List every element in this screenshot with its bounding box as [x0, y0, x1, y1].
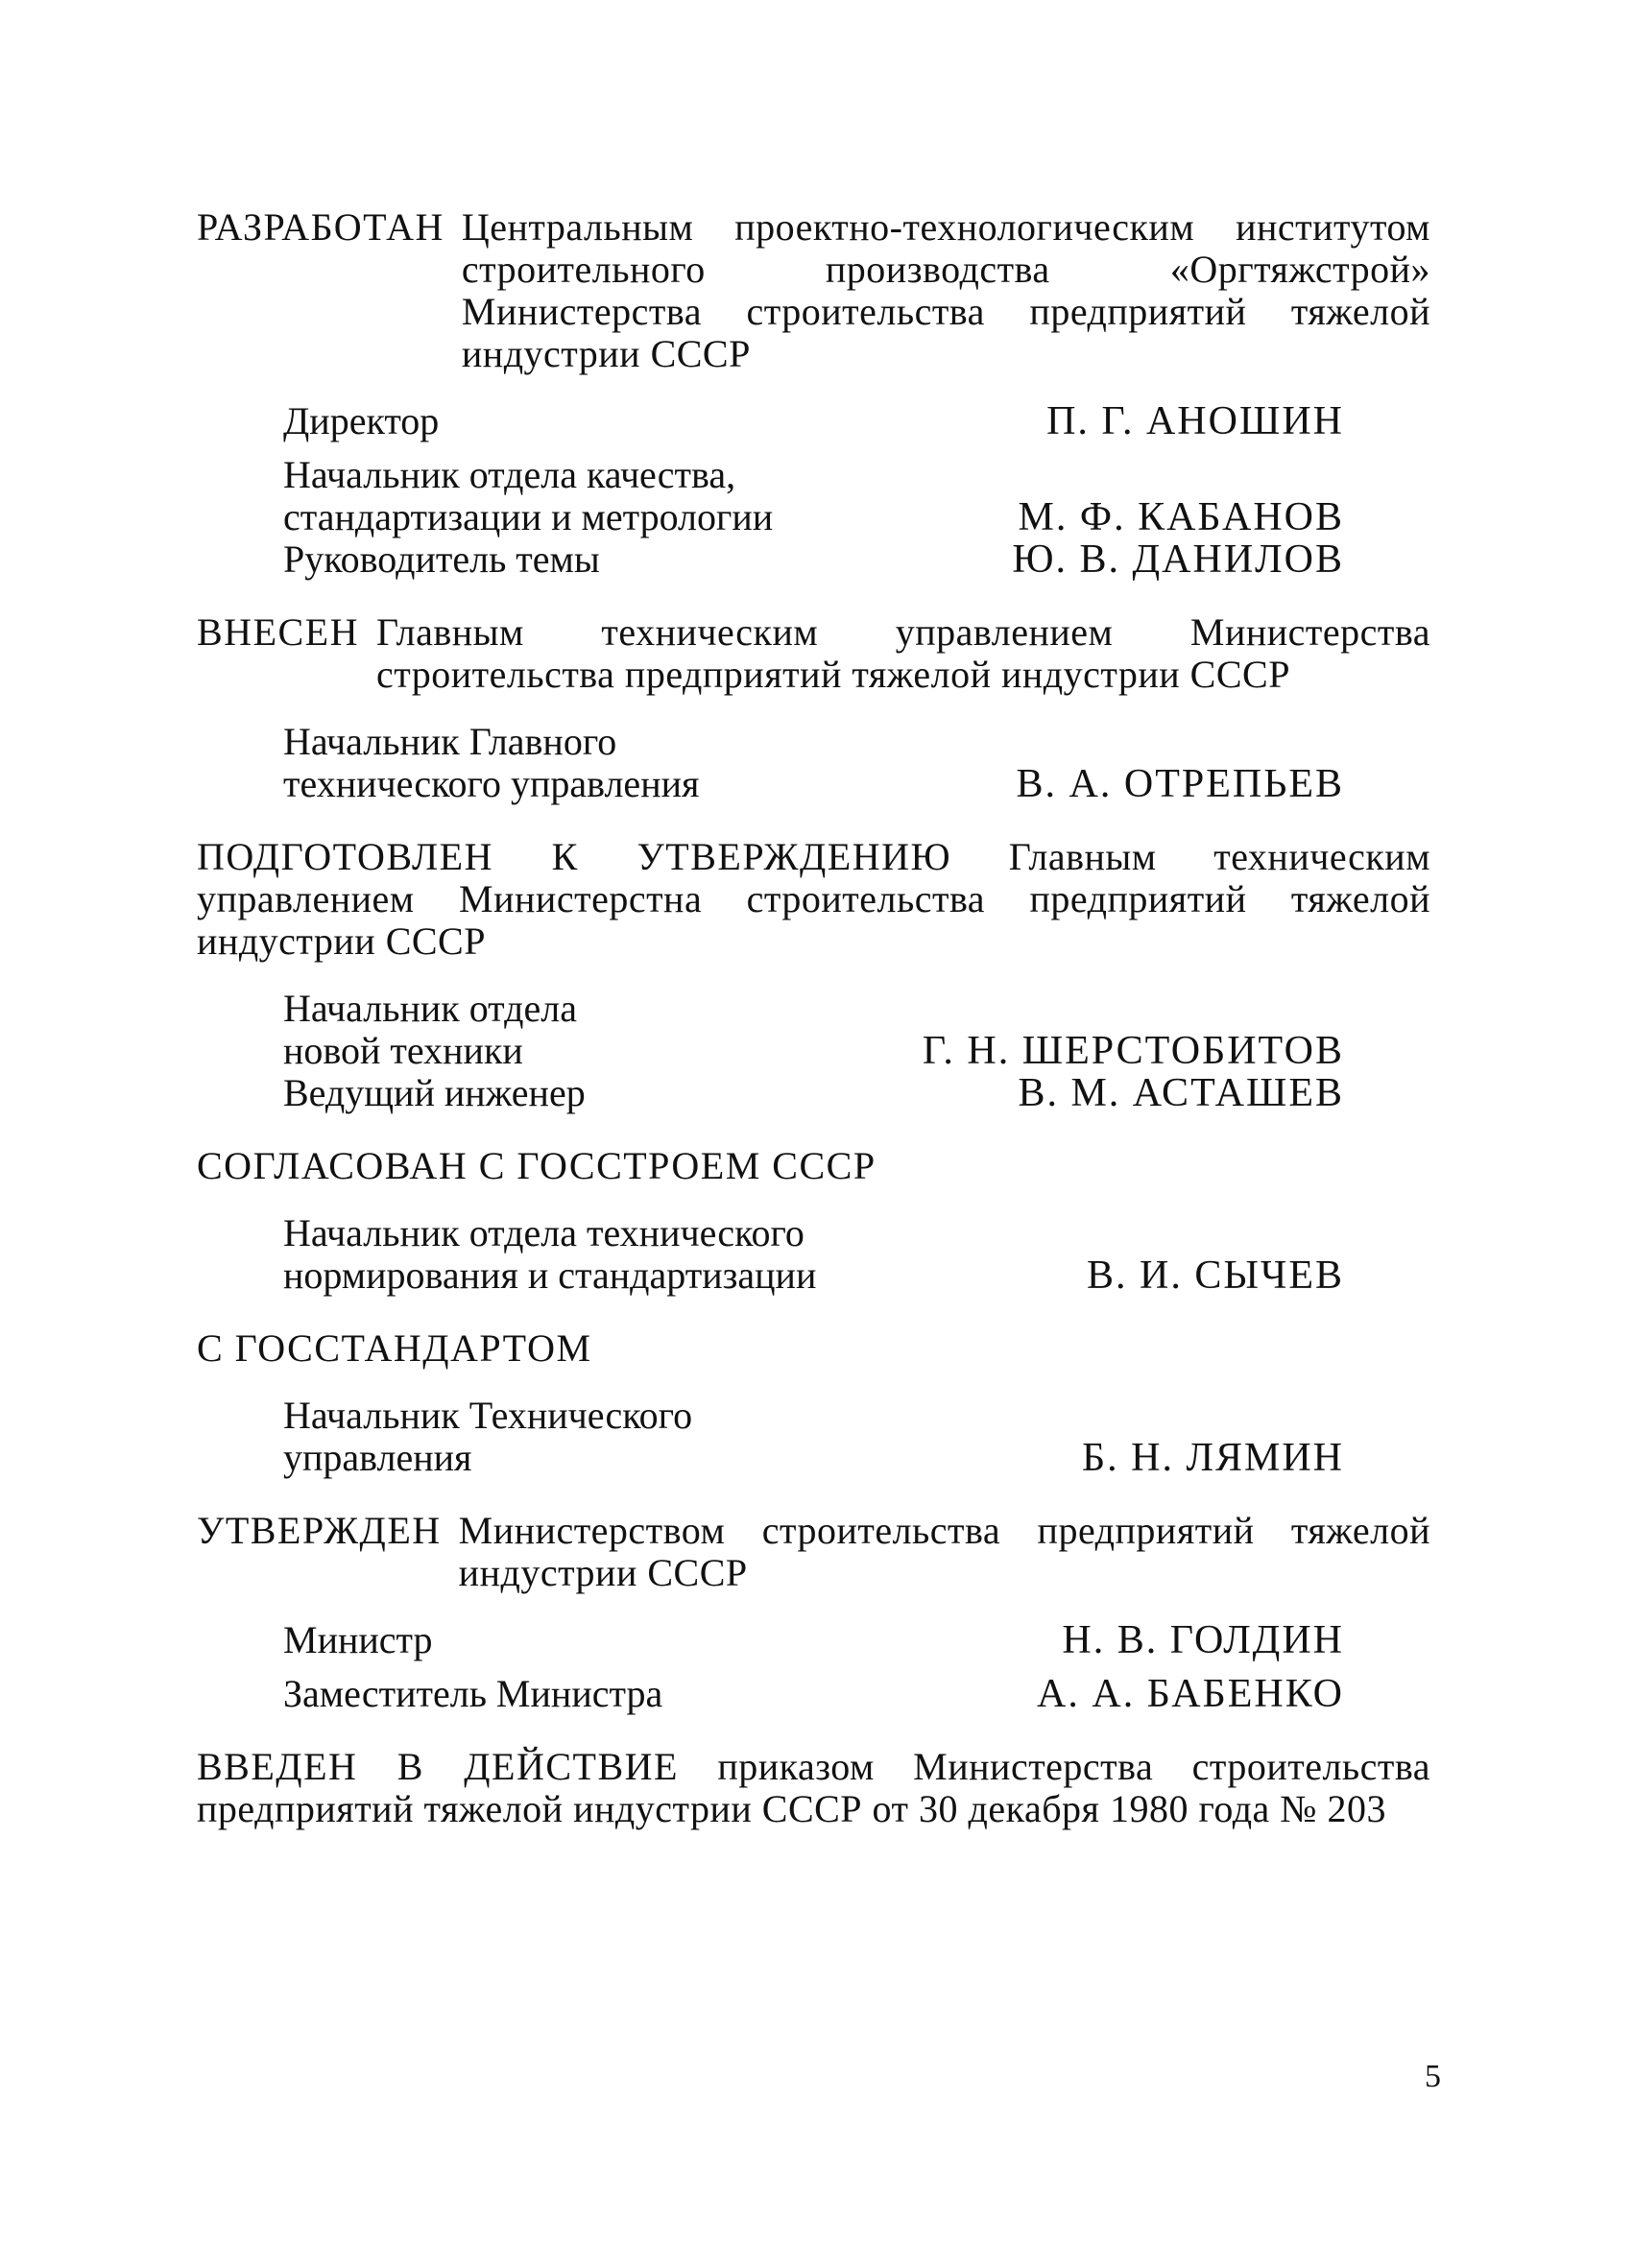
signatory-name: Б. Н. ЛЯМИН	[1082, 1436, 1344, 1480]
signatory-row	[283, 721, 1344, 805]
approved-label: УТВЕРЖДЕН	[197, 1509, 442, 1552]
signatory-name: Н. В. ГОЛДИН	[1062, 1618, 1344, 1662]
signatory-row	[283, 1619, 1344, 1661]
signatory-row	[283, 1395, 1344, 1479]
signatory-role: Начальник Технического управления	[283, 1394, 693, 1479]
signatory-row	[283, 538, 1344, 581]
signatory-row	[283, 1072, 1344, 1114]
signatory-role: Начальник отдела технического нормирования и стандартизации	[283, 1211, 817, 1297]
signatory-row	[283, 988, 1344, 1072]
signatory-role: Министр	[283, 1618, 433, 1661]
signatory-role: Руководитель темы	[283, 537, 600, 581]
approved-text: Министерством строительства предприятий тяжелой индустрии СССР	[458, 1509, 1430, 1594]
signatory-role: Начальник отдела качества, стандартизации и метрологии	[283, 453, 774, 538]
signatory-role: Директор	[283, 399, 440, 442]
prepared-label: ПОДГОТОВЛЕН К УТВЕРЖДЕНИЮ	[197, 835, 952, 878]
approved-signatories	[283, 1619, 1344, 1715]
enacted-section	[197, 1746, 1430, 1830]
signatory-row	[283, 1673, 1344, 1715]
introduced-text: Главным техническим управлением Министерства строительства предприятий тяжелой индустрии СССР	[376, 610, 1430, 696]
introduced-signatories	[283, 721, 1344, 805]
prepared-section	[197, 836, 1430, 963]
signatory-row	[283, 454, 1344, 538]
prepared-text: Главным техническим управлением Министерстна строительства предприятий тяжелой индустрии СССР	[197, 835, 1431, 963]
signatory-name: В. А. ОТРЕПЬЕВ	[1016, 762, 1344, 806]
enacted-text: приказом Министерства строительства предприятий тяжелой индустрии СССР от 30 декабря 1980 года № 203	[197, 1745, 1431, 1830]
signatory-row	[283, 400, 1344, 442]
developed-signatories	[283, 400, 1344, 581]
signatory-name: Ю. В. ДАНИЛОВ	[1012, 537, 1344, 582]
enacted-label: ВВЕДЕН В ДЕЙСТВИЕ	[197, 1745, 679, 1788]
signatory-name: П. Г. АНОШИН	[1046, 399, 1344, 443]
signatory-name: Г. Н. ШЕРСТОБИТОВ	[922, 1029, 1344, 1073]
prepared-signatories	[283, 988, 1344, 1114]
agreed-gosstroy-heading: СОГЛАСОВАН С ГОССТРОЕМ СССР	[197, 1144, 877, 1187]
document-page	[197, 206, 1430, 1830]
signatory-role: Начальник отдела новой техники	[283, 987, 577, 1072]
agreed-gosstandart-signatories	[283, 1395, 1344, 1479]
agreed-gosstandart-heading: С ГОССТАНДАРТОМ	[197, 1326, 592, 1370]
introduced-section	[197, 611, 1430, 696]
page-number: 5	[1425, 2059, 1441, 2094]
signatory-role: Начальник Главного технического управления	[283, 720, 700, 805]
signatory-name: В. М. АСТАШЕВ	[1018, 1071, 1344, 1115]
signatory-role: Заместитель Министра	[283, 1672, 663, 1715]
signatory-name: В. И. СЫЧЕВ	[1087, 1253, 1344, 1298]
developed-label: РАЗРАБОТАН	[197, 205, 444, 249]
signatory-role: Ведущий инженер	[283, 1071, 586, 1114]
agreed-gosstroy-signatories	[283, 1212, 1344, 1297]
developed-text: Центральным проектно-технологическим институтом строительного производства «Оргтяжстрой» Министерства строительства предприятий тяжелой индустрии СССР	[461, 205, 1430, 375]
approved-section	[197, 1510, 1430, 1594]
signatory-name: А. А. БАБЕНКО	[1037, 1672, 1344, 1716]
developed-section	[197, 206, 1430, 375]
signatory-name: М. Ф. КАБАНОВ	[1018, 495, 1344, 539]
introduced-label: ВНЕСЕН	[197, 610, 359, 654]
signatory-row	[283, 1212, 1344, 1297]
